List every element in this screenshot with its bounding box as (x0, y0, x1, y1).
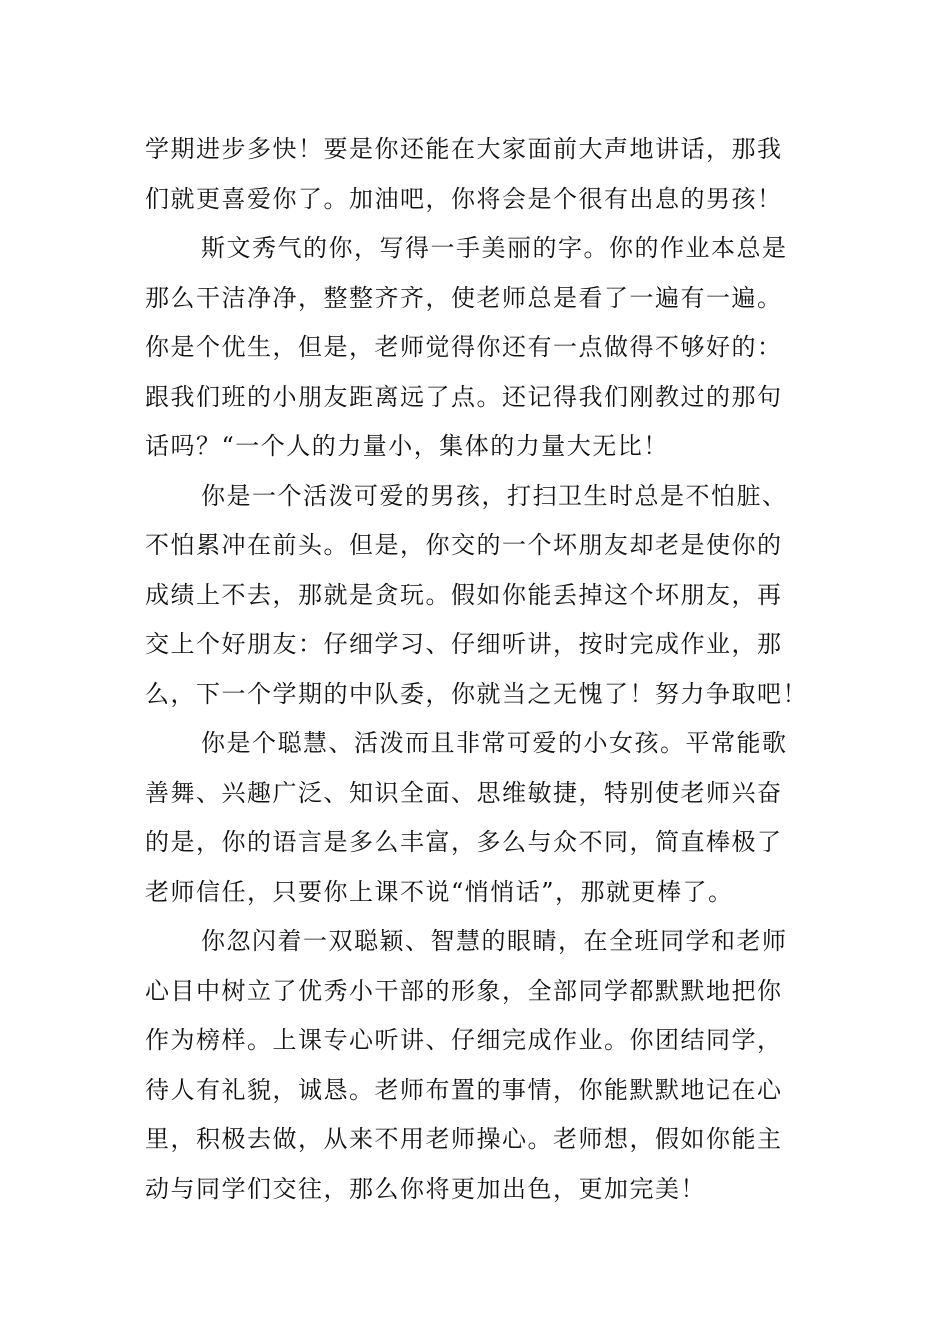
text-line: 交上个好朋友：仔细学习、仔细听讲，按时完成作业，那 (145, 630, 783, 658)
text-line: 里，积极去做，从来不用老师操心。老师想，假如你能主 (145, 1125, 783, 1153)
body-text (145, 125, 810, 1214)
text-line: 那么干洁净净，整整齐齐，使老师总是看了一遍有一遍。 (145, 283, 783, 312)
text-line: 作为榜样。上课专心听讲、仔细完成作业。你团结同学， (145, 1026, 783, 1054)
text-line: 你是个聪慧、活泼而且非常可爱的小女孩。平常能歌 (201, 729, 788, 757)
text-line: 善舞、兴趣广泛、知识全面、思维敏捷，特别使老师兴奋 (145, 778, 783, 807)
text-line: 话吗？“一个人的力量小，集体的力量大无比！ (145, 432, 669, 460)
text-line: 你忽闪着一双聪颖、智慧的眼睛，在全班同学和老师 (201, 927, 788, 955)
text-line: 成绩上不去，那就是贪玩。假如你能丢掉这个坏朋友，再 (145, 580, 783, 609)
text-line: 不怕累冲在前头。但是，你交的一个坏朋友却老是使你的 (145, 531, 783, 559)
text-line: 跟我们班的小朋友距离远了点。还记得我们刚教过的那句 (145, 382, 783, 411)
text-line: 学期进步多快！要是你还能在大家面前大声地讲话，那我 (145, 135, 783, 163)
text-line: 你是个优生，但是，老师觉得你还有一点做得不够好的： (145, 333, 783, 361)
text-line: 老师信任，只要你上课不说“悄悄话”，那就更棒了。 (145, 877, 734, 906)
text-line: 么，下一个学期的中队委，你就当之无愧了！努力争取吧！ (145, 679, 808, 708)
text-line: 你是一个活泼可爱的男孩，打扫卫生时总是不怕脏、 (201, 481, 788, 510)
text-line: 待人有礼貌，诚恳。老师布置的事情，你能默默地记在心 (145, 1075, 783, 1104)
text-line: 们就更喜爱你了。加油吧，你将会是个很有出息的男孩！ (145, 184, 783, 213)
text-line: 的是，你的语言是多么丰富，多么与众不同，简直棒极了 (145, 828, 783, 856)
text-line: 心目中树立了优秀小干部的形象，全部同学都默默地把你 (145, 976, 783, 1005)
text-line: 斯文秀气的你，写得一手美丽的字。你的作业本总是 (201, 234, 788, 262)
text-line: 动与同学们交往，那么你将更加出色，更加完美！ (145, 1174, 706, 1203)
